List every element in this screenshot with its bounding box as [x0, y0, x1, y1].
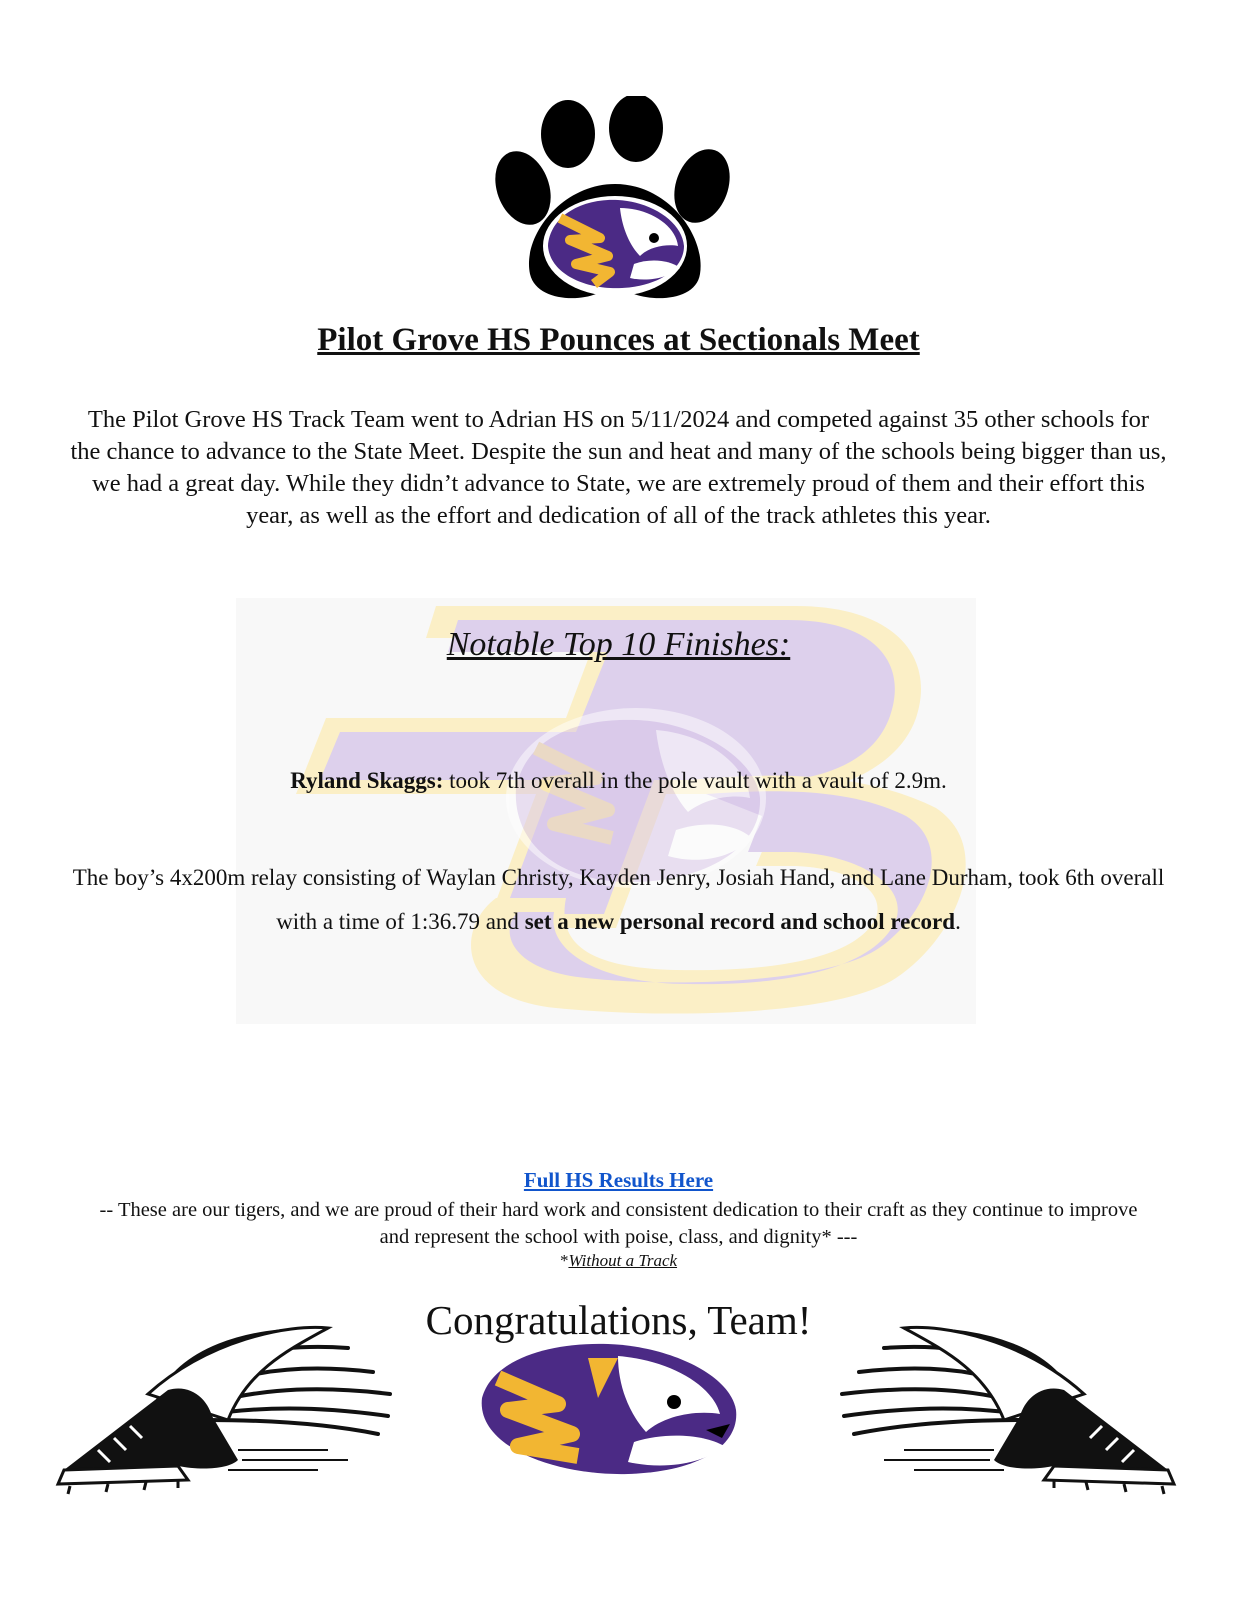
paw-print-tiger-logo: [490, 96, 740, 308]
ryland-result: [0, 768, 1237, 794]
relay-record-text: set a new personal record and school record: [524, 909, 956, 934]
page-title: Pilot Grove HS Pounces at Sectionals Meet: [317, 322, 920, 358]
relay-result-end: .: [955, 909, 961, 934]
winged-shoe-icon: [832, 1320, 1204, 1496]
footnote: [0, 1251, 1237, 1271]
relay-result: [60, 856, 1177, 944]
congrats-heading: Congratulations, Team!: [425, 1297, 812, 1343]
tiger-head-icon: [543, 196, 687, 296]
tigers-message: -- These are our tigers, and we are proud of their hard work and consistent dedication to their craft as they continue to improve and represent the school with poise, class, and dignity* ---: [99, 1199, 1138, 1248]
winged-shoe-icon: [28, 1320, 400, 1496]
footnote-title: Without a Track: [568, 1251, 678, 1270]
full-results-link[interactable]: Full HS Results Here: [523, 1168, 714, 1192]
ryland-result-text: took 7th overall in the pole vault with a vault of 2.9m.: [443, 768, 947, 793]
athlete-name: Ryland Skaggs:: [290, 768, 444, 793]
intro-paragraph: The Pilot Grove HS Track Team went to Adrian HS on 5/11/2024 and competed against 35 other schools for the chance to advance to the State Meet. Despite the sun and heat and many of the schools being bigger than us, we had a great day. While they didn’t advance to State, we are extremely proud of them and their effort this year, as well as the effort and dedication of all of the track athletes this year.: [70, 406, 1167, 529]
tiger-head-icon: [468, 1338, 744, 1478]
notable-heading: Notable Top 10 Finishes:: [446, 626, 791, 663]
relay-result-text: The boy’s 4x200m relay consisting of Waylan Christy, Kayden Jenry, Josiah Hand, and Lane Durham, took 6th overall with a time of 1:36.79 and: [72, 865, 1165, 934]
footnote-star: *: [559, 1251, 569, 1270]
